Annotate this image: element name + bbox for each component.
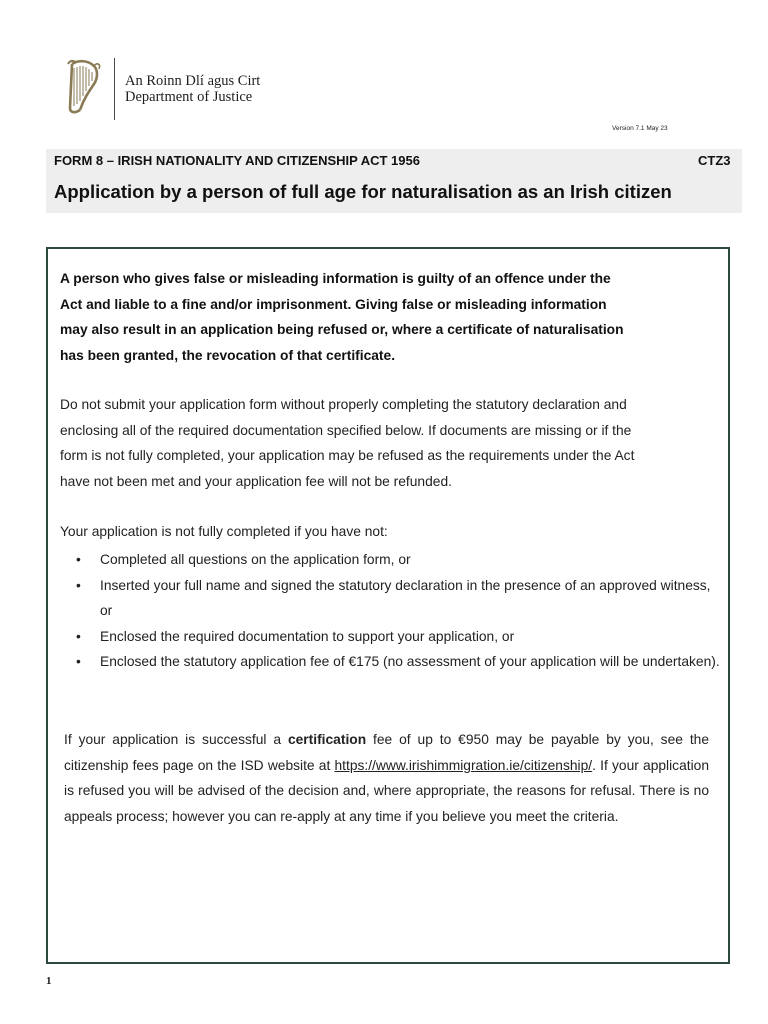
version-label: Version 7.1 May 23: [612, 125, 668, 132]
warning-line: may also result in an application being refused or, where a certificate of naturalisation: [60, 322, 624, 338]
submission-notice: [60, 392, 720, 494]
bullet-icon: •: [76, 552, 81, 567]
warning-line: has been granted, the revocation of that certificate.: [60, 347, 396, 363]
fee-text-3: . If your application is refused you will be advised of the decision and, where appropriate, the reasons for refusal. There is no appeals process; however you can re-apply at any time if you believe you meet the criteria.: [64, 757, 709, 824]
notice-line: Do not submit your application form without properly completing the statutory declaration and: [60, 397, 627, 412]
fee-text-1: If your application is successful a: [64, 732, 288, 747]
citizenship-link[interactable]: https://www.irishimmigration.ie/citizenship/: [334, 757, 593, 773]
incomplete-intro: Your application is not fully completed if you have not:: [60, 524, 388, 539]
department-name-irish: An Roinn Dlí agus Cirt: [125, 73, 261, 89]
department-name: [125, 58, 260, 105]
list-item-text: Enclosed the required documentation to support your application, or: [100, 628, 515, 644]
department-logo: [64, 58, 260, 120]
harp-icon: [64, 58, 104, 118]
logo-divider: [114, 58, 115, 120]
list-item: [76, 547, 726, 573]
notice-line: have not been met and your application fee will not be refunded.: [60, 473, 452, 489]
incomplete-list: [76, 547, 726, 675]
warning-line: Act and liable to a fine and/or imprisonment. Giving false or misleading information: [60, 296, 607, 312]
bullet-icon: •: [76, 654, 81, 670]
notice-line: enclosing all of the required documentation specified below. If documents are missing or if the: [60, 422, 632, 438]
list-item-text: Inserted your full name and signed the statutory declaration in the presence of an approved witness, or: [100, 577, 711, 619]
form-title: FORM 8 – IRISH NATIONALITY AND CITIZENSHIP ACT 1956: [54, 153, 420, 168]
list-item-text: Completed all questions on the application form, or: [100, 552, 411, 567]
bullet-icon: •: [76, 628, 81, 644]
list-item-text: Enclosed the statutory application fee of €175 (no assessment of your application will be undertaken).: [100, 654, 720, 670]
application-title: Application by a person of full age for naturalisation as an Irish citizen: [54, 181, 672, 202]
form-code: CTZ3: [698, 153, 731, 168]
fee-text-2: fee of up to €950 may be payable by you, see the citizenship fees page on the ISD website at: [64, 732, 709, 773]
warning-paragraph: [60, 266, 710, 368]
list-item: [76, 624, 726, 650]
list-item: [76, 573, 726, 624]
department-name-english: Department of Justice: [125, 89, 253, 105]
list-item: [76, 649, 726, 675]
bullet-icon: •: [76, 577, 81, 593]
fee-text-bold: certification: [287, 732, 367, 747]
fee-paragraph: [64, 727, 709, 829]
page-number: 1: [46, 975, 52, 987]
notice-line: form is not fully completed, your application may be refused as the requirements under the Act: [60, 448, 635, 464]
warning-line: A person who gives false or misleading information is guilty of an offence under the: [60, 271, 611, 286]
